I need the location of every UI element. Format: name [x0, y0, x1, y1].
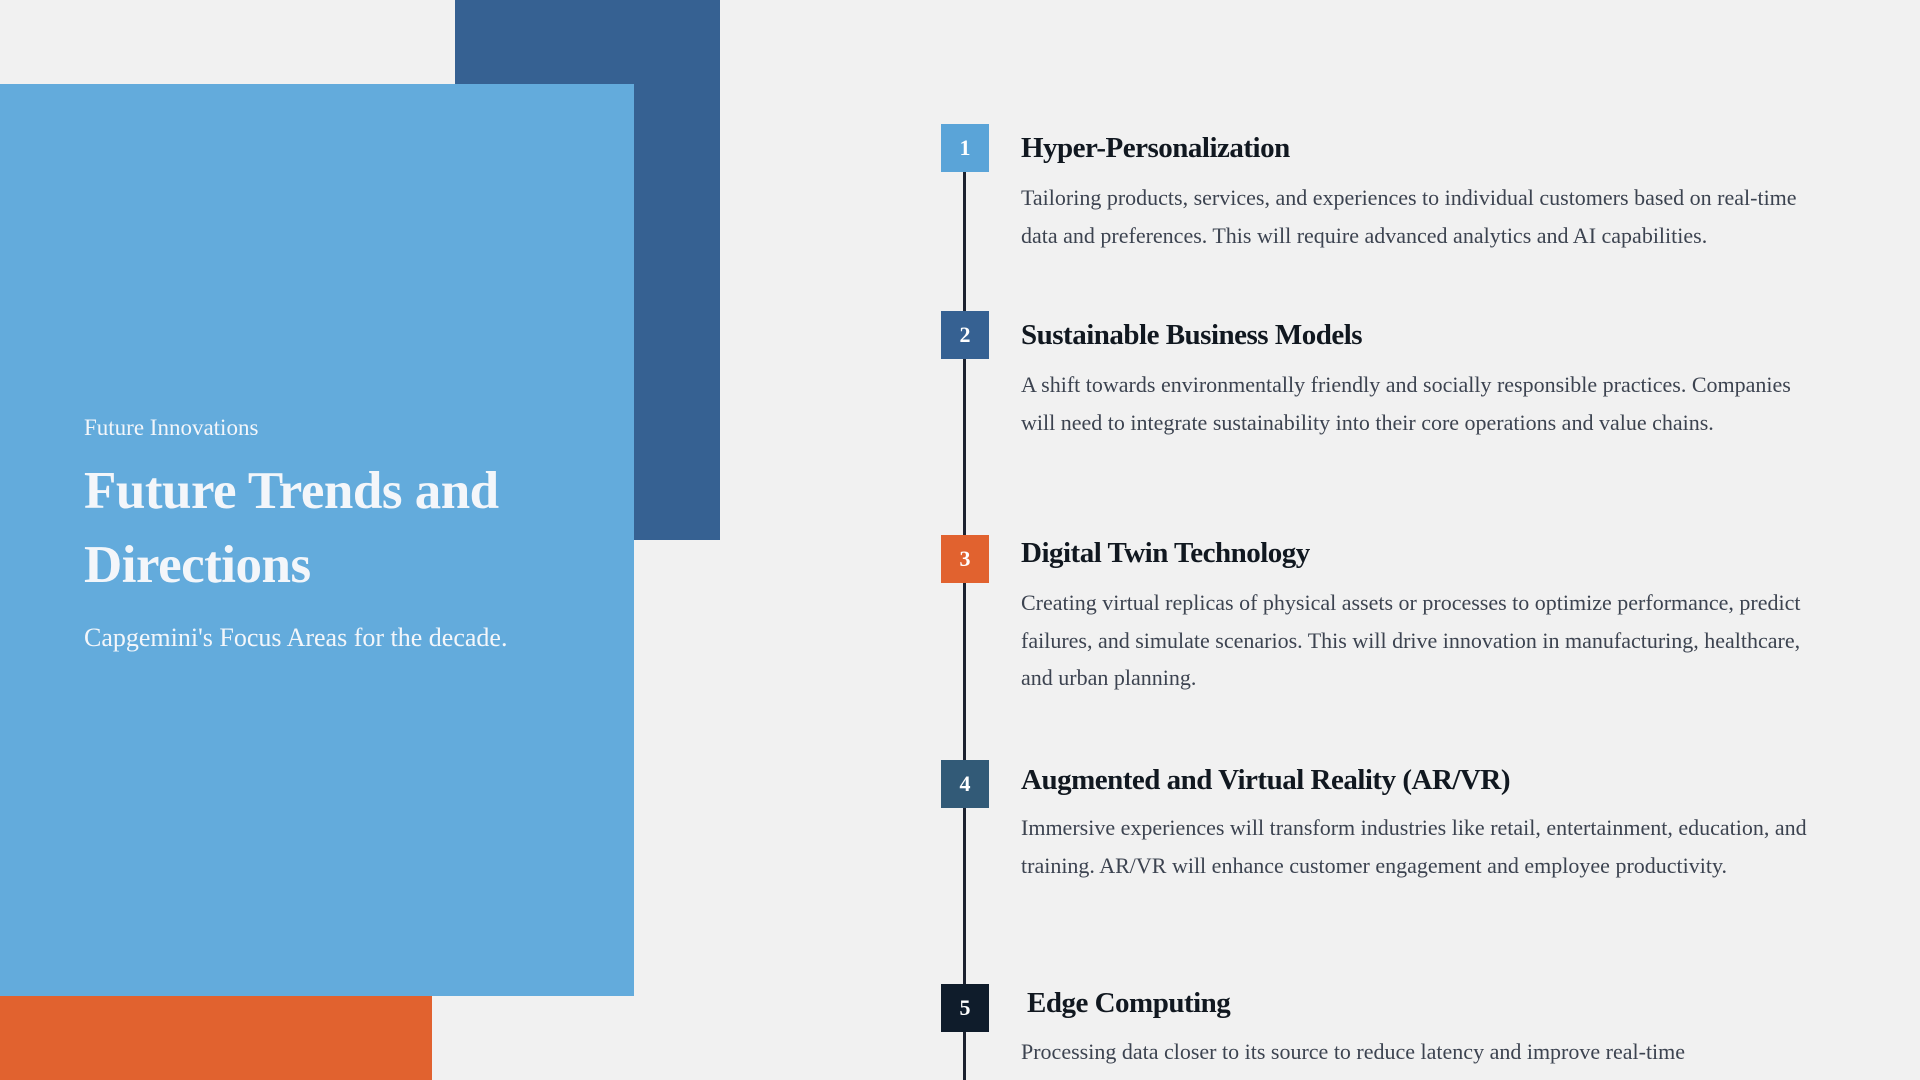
timeline-item-title: Digital Twin Technology	[1021, 537, 1310, 569]
timeline-number-badge: 1	[941, 124, 989, 172]
timeline-number-badge: 4	[941, 760, 989, 808]
timeline-item-title: Sustainable Business Models	[1021, 319, 1363, 351]
timeline-line	[963, 148, 966, 1080]
timeline-number-badge: 3	[941, 535, 989, 583]
timeline-number-badge: 5	[941, 984, 989, 1032]
timeline-item-title: Hyper-Personalization	[1021, 132, 1290, 164]
timeline-item-title: Edge Computing	[1027, 987, 1231, 1019]
page-subtitle: Capgemini's Focus Areas for the decade.	[84, 623, 508, 652]
orange-accent-block	[0, 996, 432, 1080]
timeline-item-description: Creating virtual replicas of physical assets or processes to optimize performance, predict failures, and simulate scenarios. This will drive innovation in manufacturing, healthcare, and urban planning.	[1021, 590, 1801, 690]
timeline-item-description: A shift towards environmentally friendly and socially responsible practices. Companies will need to integrate sustainability into their core operations and value chains.	[1021, 372, 1791, 435]
timeline	[941, 124, 1821, 1080]
hero-section	[84, 412, 604, 656]
timeline-item-description: Processing data closer to its source to reduce latency and improve real-time	[1021, 1039, 1686, 1064]
timeline-item-description: Immersive experiences will transform industries like retail, entertainment, education, and training. AR/VR will enhance customer engagement and employee productivity.	[1021, 815, 1807, 878]
eyebrow-label: Future Innovations	[84, 415, 259, 440]
timeline-item-title: Augmented and Virtual Reality (AR/VR)	[1021, 764, 1510, 796]
timeline-item-description: Tailoring products, services, and experiences to individual customers based on real-time data and preferences. This will require advanced analytics and AI capabilities.	[1021, 185, 1797, 248]
timeline-number-badge: 2	[941, 311, 989, 359]
page-title: Future Trends and Directions	[84, 462, 499, 594]
